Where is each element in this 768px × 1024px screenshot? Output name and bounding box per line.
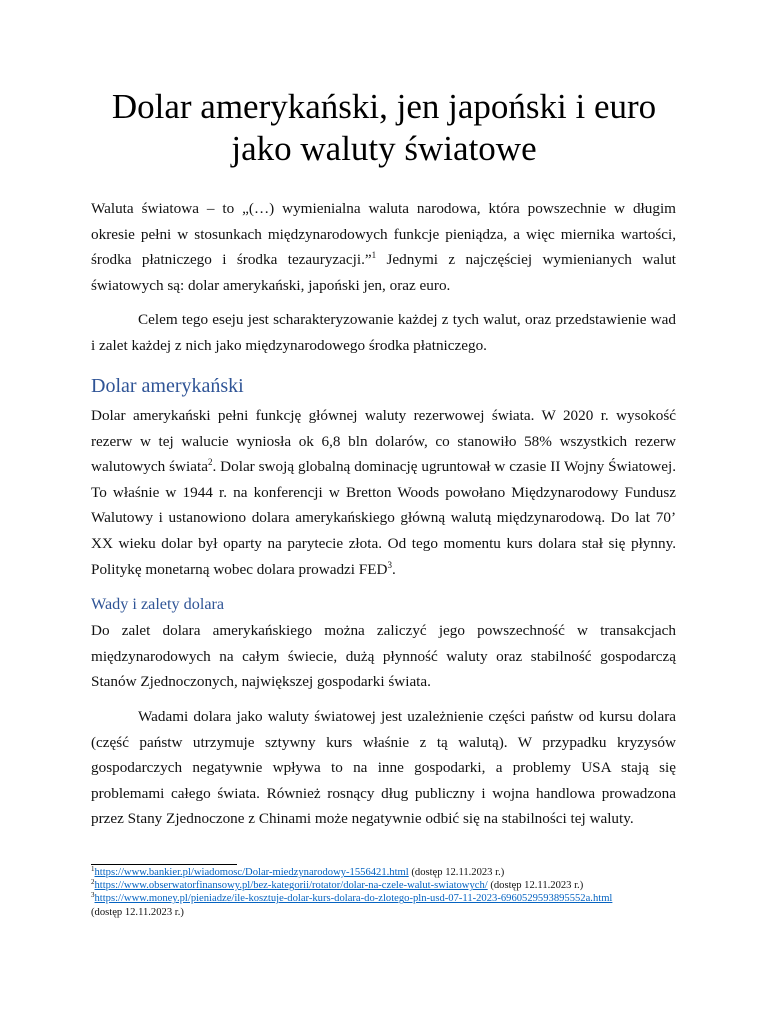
intro-paragraph-2: Celem tego eseju jest scharakteryzowanie każdej z tych walut, oraz przedstawienie wad i zalet każdej z nich jako międzynarodowego środka płatniczego. [91, 311, 676, 354]
pros-paragraph: Do zalet dolara amerykańskiego można zaliczyć jego powszechność w transakcjach międzynarodowych na całym świecie, dużą płynność waluty oraz stabilność gospodarczą Stanów Zjednoczonych, największej gospodarki świata. [91, 622, 676, 691]
footnote-number: 2 [91, 878, 95, 887]
footnote-link-1[interactable]: https://www.bankier.pl/wiadomosc/Dolar-miedzynarodowy-1556421.html [94, 867, 409, 878]
footnote-link-3[interactable]: https://www.money.pl/pieniadze/ile-kosztuje-dolar-kurs-dolara-do-zlotego-pln-usd-07-11-2023-6960529593895552a.html [94, 893, 613, 905]
footnote-number: 3 [91, 891, 95, 900]
section-heading-pros-cons: Wady i zalety dolara [91, 595, 225, 613]
dollar-p1-text-a: Dolar amerykański pełni funkcję głównej waluty rezerwowej świata. W 2020 r. wysokość rezerw w tej walucie wyniosła ok 6,8 bln dolarów, co stanowiło 58% wszystkich rezerw walutowych świata [91, 407, 676, 476]
footnote-ref-2[interactable]: 2 [207, 457, 213, 468]
footnote-access-date: (dostęp 12.11.2023 r.) [487, 880, 584, 892]
intro-p1-text-a: Waluta światowa – to „(…) wymienialna waluta narodowa, która powszechnie w długim okresie pełni w stosunkach międzynarodowych funkcje pieniądza, a więc miernika wartości, środka płatniczego i środka tezauryzacji.” [91, 200, 676, 269]
dollar-p1-text-b: . Dolar swoją globalną dominację ugruntował w czasie II Wojny Światowej. To właśnie w 1944 r. na konferencji w Bretton Woods powołano Międzynarodowy Fundusz Walutowy i ustanowiono dolara amerykańskiego główną walutą międzynarodową. Do lat 70’ XX wieku dolar był oparty na parytecie złota. Od tego momentu kurs dolara stał się płynny. Politykę monetarną wobec dolara prowadzi FED [91, 458, 676, 578]
footnote-number: 1 [91, 865, 95, 873]
footnotes [91, 866, 691, 919]
dollar-paragraph [91, 403, 676, 582]
footnote-ref-3[interactable]: 3 [387, 559, 392, 570]
section-heading-dollar: Dolar amerykański [91, 375, 244, 397]
document-title [80, 86, 688, 170]
footnote-separator [91, 864, 237, 865]
footnote-2 [91, 879, 691, 892]
footnote-3 [91, 892, 691, 905]
footnote-link-2[interactable]: https://www.obserwatorfinansowy.pl/bez-kategorii/rotator/dolar-na-czele-walut-swiatowych/ [94, 880, 488, 892]
footnote-ref-1[interactable]: 1 [371, 250, 377, 261]
title-line-1: Dolar amerykański, jen japoński i euro [111, 87, 657, 126]
cons-paragraph: Wadami dolara jako waluty światowej jest uzależnienie części państw od kursu dolara (część państw utrzymuje sztywny kurs właśnie z tą walutą). W przypadku kryzysów gospodarczych negatywnie wpływa to na inne gospodarki, a problemy USA stają się problemami całego świata. Również rosnący dług publiczny i wojna handlowa prowadzona przez Stany Zjednoczone z Chinami może negatywnie odbić się na stabilności tej waluty. [91, 708, 676, 828]
intro-p1-text-b: Jednymi z najczęściej wymienianych walut światowych są: dolar amerykański, japoński jen, oraz euro. [91, 251, 677, 294]
footnote-1 [91, 866, 691, 879]
title-line-2: jako waluty światowe [231, 129, 537, 168]
footnote-access-date: (dostęp 12.11.2023 r.) [408, 867, 505, 878]
intro-paragraph-1 [91, 196, 676, 298]
footnote-3-access: (dostęp 12.11.2023 r.) [91, 906, 184, 918]
dollar-p1-text-c: . [392, 560, 396, 578]
